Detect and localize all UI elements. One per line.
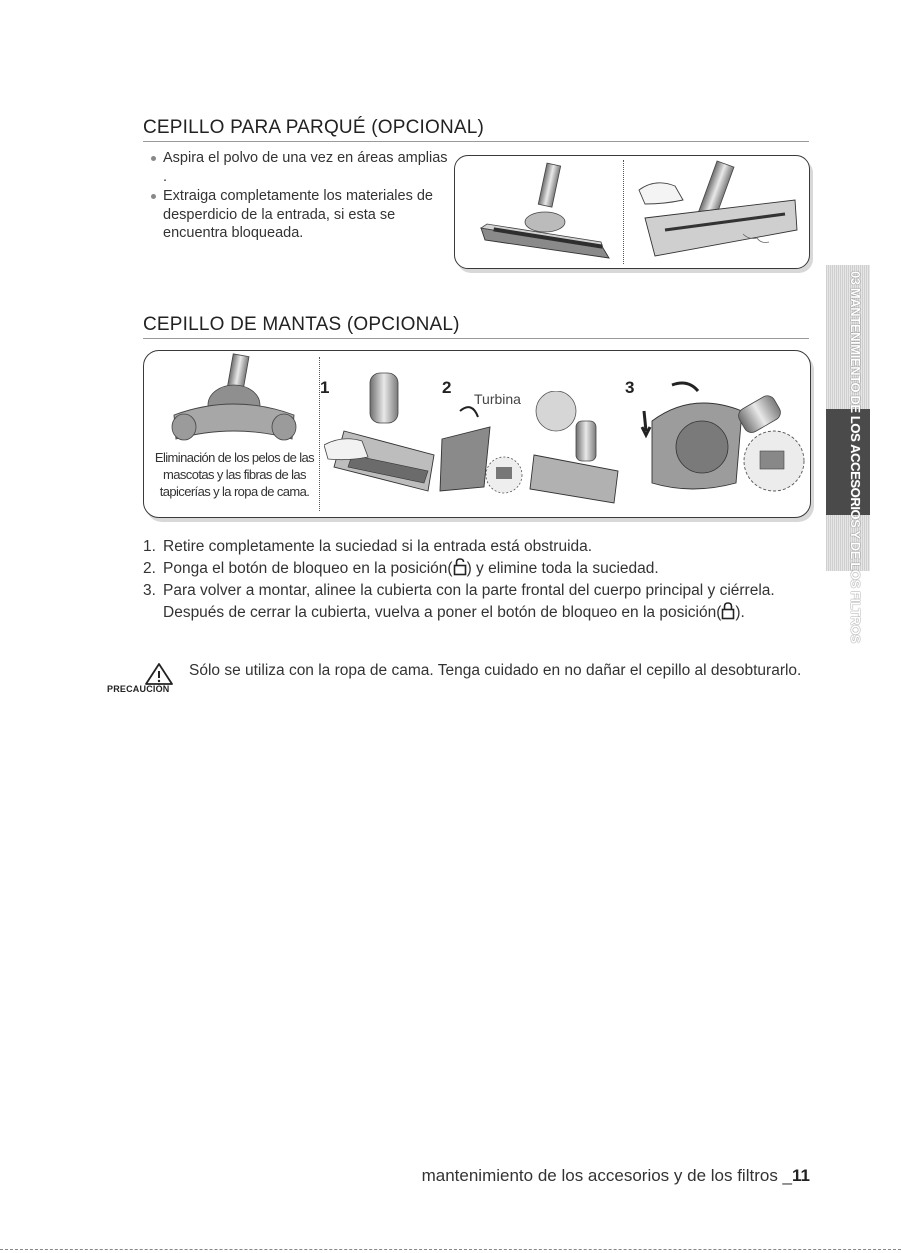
turbo-brush-illustration (154, 353, 314, 449)
step1-illustration (324, 371, 444, 511)
warning-triangle-icon (144, 662, 174, 686)
step-label-3: 3 (625, 378, 635, 397)
step-text: ) y elimine toda la suciedad. (466, 560, 659, 577)
step-number: 3. (143, 582, 156, 599)
caution-label: PRECAUCIÓN (107, 684, 170, 694)
parquet-image-frame (454, 155, 810, 269)
step-text: ). (735, 604, 745, 621)
instruction-steps (143, 536, 793, 624)
step-text: Para volver a montar, alinee la cubierta con la parte frontal del cuerpo principal y ciérrela. Después de cerrar la cubierta, vuelva a poner el botón de bloqueo en la posición( (163, 582, 775, 621)
step-item (143, 536, 793, 558)
parquet-brush-illustration (473, 162, 623, 266)
section-title-parquet: CEPILLO PARA PARQUÉ (OPCIONAL) (143, 117, 809, 142)
footer-text: mantenimiento de los accesorios y de los filtros _ (421, 1166, 793, 1185)
step-number: 1. (143, 538, 156, 555)
bullet-item: Extraiga completamente los materiales de desperdicio de la entrada, si esta se encuentra bloqueada. (150, 187, 450, 243)
step3-illustration (632, 371, 808, 511)
step-number: 2. (143, 560, 156, 577)
caution-text: Sólo se utiliza con la ropa de cama. Tenga cuidado en no dañar el cepillo al desobturarlo. (189, 662, 802, 679)
step-text: Ponga el botón de bloqueo en la posición( (163, 560, 453, 577)
bullet-item: Aspira el polvo de una vez en áreas amplias . (150, 149, 450, 186)
chapter-side-tab (826, 265, 870, 643)
page-footer (360, 1166, 810, 1186)
step-label-1: 1 (320, 378, 330, 397)
page-number: 11 (792, 1166, 810, 1185)
section-title-mantas: CEPILLO DE MANTAS (OPCIONAL) (143, 314, 809, 339)
step-item (143, 580, 793, 624)
unlock-icon (453, 558, 467, 576)
callout-turbina: Turbina (474, 391, 521, 407)
bottom-border (0, 1249, 901, 1250)
lock-icon (721, 602, 735, 620)
mantas-image-frame (143, 350, 811, 518)
step-item (143, 558, 793, 580)
side-tab-text: 03 MANTENIMIENTO DE LOS ACCESORIOS Y DE LOS FILTROS (848, 271, 863, 643)
step-label-2: 2 (442, 378, 452, 397)
parquet-cleaning-illustration (635, 160, 800, 266)
mantas-caption: Eliminación de los pelos de las mascotas y las fibras de las tapicerías y la ropa de cama. (154, 450, 315, 499)
step2-illustration (438, 391, 628, 515)
frame-divider (623, 160, 624, 264)
parquet-bullet-list (150, 149, 450, 244)
step-text: Retire completamente la suciedad si la entrada está obstruida. (163, 538, 593, 555)
